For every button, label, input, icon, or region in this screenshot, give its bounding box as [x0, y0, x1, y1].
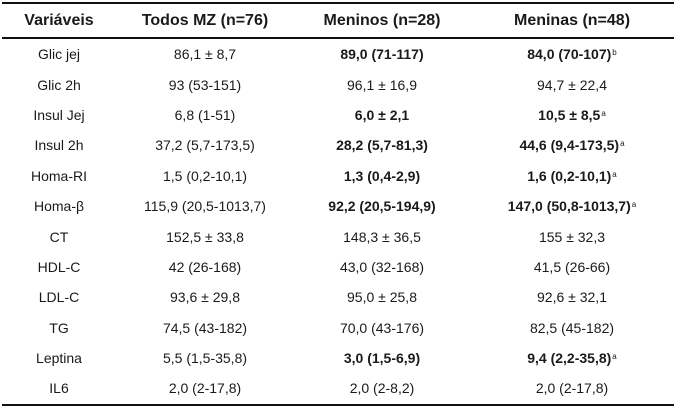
cell-meninos-text: 92,2 (20,5-194,9)	[328, 198, 436, 215]
table-row	[2, 130, 674, 160]
cell-meninas-text: 9,4 (2,2-35,8)	[527, 350, 612, 367]
cell-variable	[2, 282, 116, 312]
cell-meninos	[294, 130, 470, 160]
cell-todos	[116, 69, 294, 99]
cell-meninos	[294, 282, 470, 312]
cell-todos	[116, 373, 294, 404]
cell-variable-text: Homa-RI	[30, 167, 87, 184]
cell-todos-text: 93 (53-151)	[168, 76, 242, 93]
cell-meninas-text: 41,5 (26-66)	[533, 258, 611, 275]
cell-todos	[116, 130, 294, 160]
cell-meninas	[470, 282, 674, 312]
cell-meninos	[294, 343, 470, 373]
cell-todos	[116, 221, 294, 251]
cell-todos-text: 1,5 (0,2-10,1)	[162, 167, 248, 184]
table-row	[2, 282, 674, 312]
cell-todos-text: 93,6 ± 29,8	[170, 289, 240, 306]
cell-todos-text: 152,5 ± 33,8	[166, 228, 244, 245]
table-row	[2, 100, 674, 130]
cell-meninos	[294, 69, 470, 99]
cell-meninas	[470, 373, 674, 404]
cell-variable-text: Insul Jej	[33, 106, 85, 123]
table-row	[2, 221, 674, 251]
cell-todos-text: 86,1 ± 8,7	[173, 46, 237, 63]
significance-marker: b	[612, 48, 617, 58]
cell-meninas	[470, 130, 674, 160]
cell-meninas-text: 10,5 ± 8,5	[538, 106, 601, 123]
data-table	[2, 2, 674, 406]
cell-todos	[116, 252, 294, 282]
table-row	[2, 313, 674, 343]
cell-meninas-text: 2,0 (2-17,8)	[535, 380, 609, 397]
table-header	[2, 3, 674, 38]
cell-meninas	[470, 100, 674, 130]
cell-todos-text: 2,0 (2-17,8)	[168, 380, 242, 397]
cell-todos	[116, 282, 294, 312]
cell-todos	[116, 313, 294, 343]
cell-meninos-text: 89,0 (71-117)	[340, 46, 424, 63]
cell-todos-text: 42 (26-168)	[168, 258, 242, 275]
cell-meninos-text: 70,0 (43-176)	[339, 319, 425, 336]
cell-meninas-text: 1,6 (0,2-10,1)	[527, 167, 612, 184]
table-body	[2, 38, 674, 405]
table-row	[2, 343, 674, 373]
cell-variable	[2, 100, 116, 130]
cell-meninas	[470, 38, 674, 69]
cell-meninos	[294, 252, 470, 282]
header-variaveis: Variáveis	[2, 3, 116, 38]
cell-meninas-text: 84,0 (70-107)	[527, 46, 612, 63]
cell-meninas	[470, 343, 674, 373]
cell-meninos-text: 28,2 (5,7-81,3)	[336, 137, 428, 154]
cell-meninos-text: 43,0 (32-168)	[339, 258, 425, 275]
significance-marker: a	[620, 139, 625, 149]
table-row	[2, 161, 674, 191]
cell-variable-text: Insul 2h	[34, 137, 84, 154]
cell-meninos-text: 96,1 ± 16,9	[347, 76, 417, 93]
cell-variable-text: Leptina	[36, 350, 82, 367]
table-row	[2, 191, 674, 221]
cell-meninos	[294, 38, 470, 69]
cell-meninos	[294, 221, 470, 251]
cell-meninos	[294, 100, 470, 130]
significance-marker: a	[631, 200, 637, 210]
cell-todos	[116, 100, 294, 130]
cell-meninas-text: 155 ± 32,3	[538, 228, 606, 245]
cell-variable-text: HDL-C	[37, 258, 81, 275]
cell-meninas-text: 44,6 (9,4-173,5)	[519, 137, 620, 154]
cell-todos	[116, 191, 294, 221]
cell-todos-text: 115,9 (20,5-1013,7)	[144, 198, 266, 215]
cell-variable	[2, 373, 116, 404]
cell-meninas-text: 92,6 ± 32,1	[537, 289, 607, 306]
cell-meninos-text: 148,3 ± 36,5	[343, 228, 421, 245]
cell-variable	[2, 191, 116, 221]
cell-variable	[2, 343, 116, 373]
cell-todos	[116, 343, 294, 373]
cell-meninas-text: 147,0 (50,8-1013,7)	[507, 198, 631, 215]
cell-variable	[2, 252, 116, 282]
cell-todos-text: 6,8 (1-51)	[174, 106, 236, 123]
significance-marker: a	[612, 169, 617, 179]
cell-meninas	[470, 191, 674, 221]
cell-variable-text: CT	[49, 228, 69, 245]
cell-meninos-text: 1,3 (0,4-2,9)	[343, 167, 421, 184]
cell-meninos	[294, 373, 470, 404]
cell-meninos	[294, 191, 470, 221]
cell-variable-text: IL6	[49, 380, 69, 397]
table-row	[2, 252, 674, 282]
cell-meninas	[470, 221, 674, 251]
header-row	[2, 3, 674, 38]
cell-meninas	[470, 252, 674, 282]
cell-meninos-text: 95,0 ± 25,8	[347, 289, 417, 306]
cell-variable	[2, 69, 116, 99]
cell-todos	[116, 161, 294, 191]
table-row	[2, 69, 674, 99]
cell-variable-text: Homa-β	[33, 198, 85, 215]
cell-meninas	[470, 313, 674, 343]
cell-variable	[2, 313, 116, 343]
significance-marker: a	[612, 352, 617, 362]
cell-variable	[2, 130, 116, 160]
significance-marker: a	[601, 108, 606, 118]
cell-todos	[116, 38, 294, 69]
cell-meninos-text: 3,0 (1,5-6,9)	[343, 350, 421, 367]
cell-meninos-text: 6,0 ± 2,1	[354, 106, 410, 123]
cell-variable-text: TG	[49, 319, 69, 336]
header-meninas: Meninas (n=48)	[470, 3, 674, 38]
cell-variable	[2, 161, 116, 191]
cell-todos-text: 37,2 (5,7-173,5)	[155, 137, 255, 154]
cell-meninas	[470, 161, 674, 191]
cell-todos-text: 74,5 (43-182)	[162, 319, 248, 336]
cell-meninos-text: 2,0 (2-8,2)	[349, 380, 415, 397]
cell-variable-text: Glic 2h	[37, 76, 81, 93]
cell-meninos	[294, 313, 470, 343]
cell-meninas-text: 94,7 ± 22,4	[537, 76, 607, 93]
cell-variable-text: LDL-C	[38, 289, 80, 306]
table-row	[2, 38, 674, 69]
cell-todos-text: 5,5 (1,5-35,8)	[162, 350, 248, 367]
header-meninos: Meninos (n=28)	[294, 3, 470, 38]
header-todos: Todos MZ (n=76)	[116, 3, 294, 38]
cell-variable-text: Glic jej	[37, 46, 80, 63]
cell-variable	[2, 221, 116, 251]
cell-meninas	[470, 69, 674, 99]
cell-meninas-text: 82,5 (45-182)	[529, 319, 615, 336]
table-row	[2, 373, 674, 404]
cell-variable	[2, 38, 116, 69]
cell-meninos	[294, 161, 470, 191]
